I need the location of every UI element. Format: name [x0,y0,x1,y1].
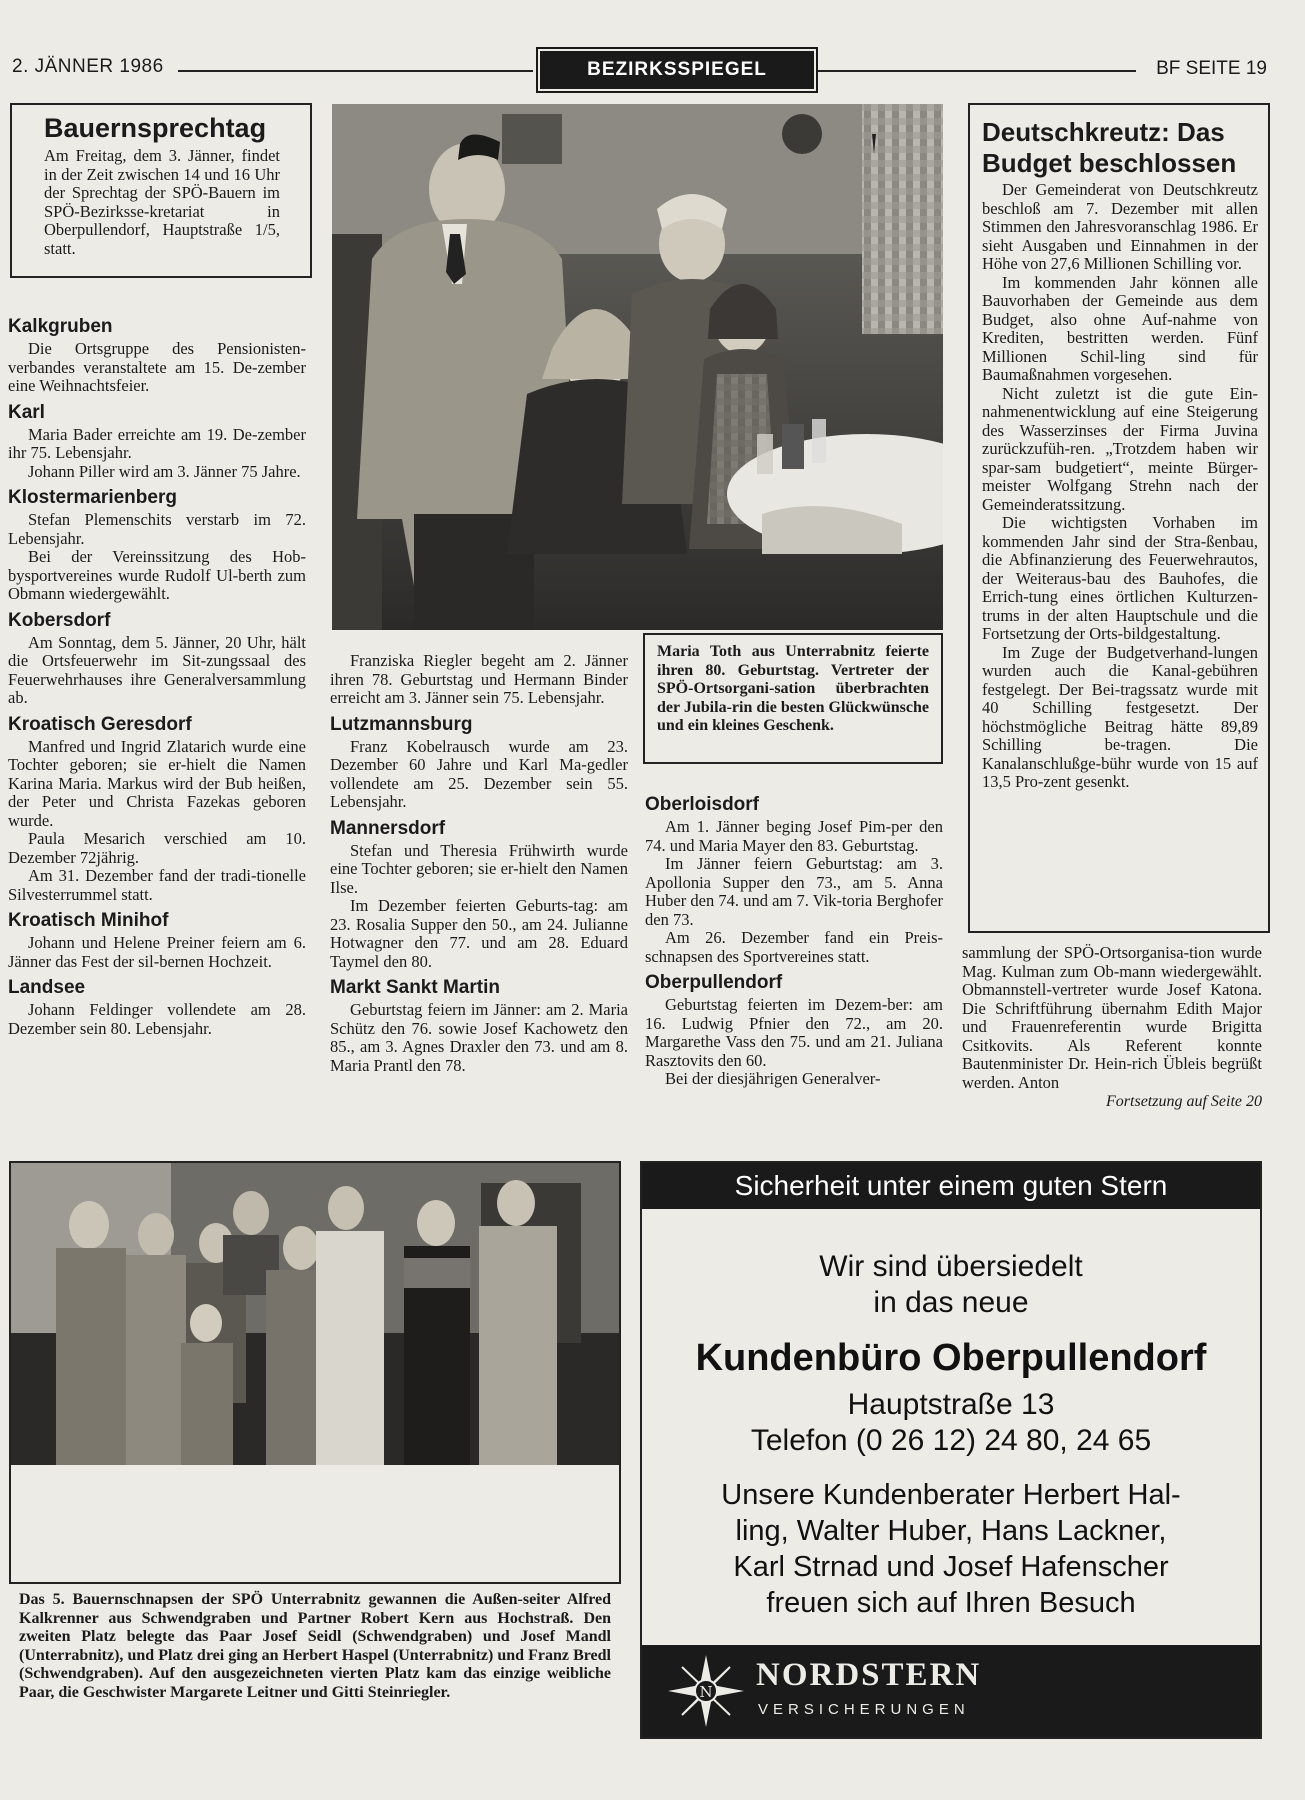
section-heading: Oberloisdorf [645,794,760,815]
section-paragraph: Manfred und Ingrid Zlatarich wurde eine Tochter geboren; sie er-hielt die Namen Karina Maria. Markus wird der Bub heißen, der Peter und Christa Fazekas geboren wurde. [8,736,306,830]
section-paragraph: Stefan Plemenschits verstarb im 72. Lebensjahr. [8,510,306,548]
section-paragraph: Am 31. Dezember fand der tradi-tionelle Silvesterrummel statt. [8,866,306,904]
section-paragraph: Am Sonntag, dem 5. Jänner, 20 Uhr, hält die Ortsfeuerwehr im Sit-zungssaal des Feuerwehrhauses ihre Generalversammlung ab. [8,632,306,707]
section-heading: Markt Sankt Martin [330,977,500,998]
section-paragraph: Im Dezember feierten Geburts-tag: am 23. Rosalia Supper den 50., am 24. Julianne Hotwagner den 77. und am 28. Eduard Taymel den 80. [330,896,628,971]
right-continuation [962,944,1262,1112]
continuation-text: sammlung der SPÖ-Ortsorganisa-tion wurde Mag. Kulman zum Ob-mann wiedergewählt. Obmannstell-vertreter wurde Josef Katona. Die Schriftführung übernahm Edith Major und Frauenreferentin wurde Brigitta Csitkovits. Als Referent konnte Bautenminister Dr. Hein-rich Übleis begrüßt werden. Anton [962,943,1262,1092]
section-heading: Mannersdorf [330,817,446,839]
section-heading: Kroatisch Geresdorf [8,713,192,735]
section-paragraph: Im Jänner feiern Geburtstag: am 3. Apollonia Supper den 73., am 5. Anna Huber den 74. und am 7. Vik-toria Berghofer den 73. [645,854,943,929]
ad-office-name: Kundenbüro Oberpullendorf [695,1337,1207,1379]
middle-column-2 [645,788,943,1089]
ad-staff-line-2: ling, Walter Huber, Hans Lackner, [735,1515,1167,1547]
middle-column [330,652,628,1075]
section-paragraph: Franziska Riegler begeht am 2. Jänner ihren 78. Geburtstag und Hermann Binder erreicht am 3. Jänner sein 75. Lebensjahr. [330,651,628,707]
ad-logo-band [642,1645,1260,1737]
section-paragraph: Johann und Helene Preiner feiern am 6. Jänner das Fest der sil-bernen Hochzeit. [8,933,306,971]
section-heading: Oberpullendorf [645,972,783,993]
section-heading: Landsee [8,977,86,998]
section-paragraph: Maria Bader erreichte am 19. De-zember ihr 75. Lebensjahr. [8,424,306,462]
page-number: BF SEITE 19 [1156,58,1267,79]
deutschkreutz-paragraph: Nicht zuletzt ist die gute Ein-nahmenentwicklung auf eine Steigerung des Wasserzinses der Firma Juvina zurückzufüh-ren. „Trotzdem haben wir spar-sam budgetiert“, meinte Bürger-meister Wolfgang Strehn nach der Gemeinderatssitzung. [982,383,1258,514]
section-heading: Karl [8,401,45,423]
continued-note: Fortsetzung auf Seite 20 [1106,1093,1262,1110]
deutschkreutz-title: Deutschkreutz: Das Budget beschlossen [982,117,1237,178]
section-paragraph: Johann Piller wird am 3. Jänner 75 Jahre. [28,461,301,481]
ad-staff-line-4: freuen sich auf Ihren Besuch [766,1587,1136,1619]
nordstern-star-icon [668,1655,744,1727]
deutschkreutz-paragraph: Die wichtigsten Vorhaben im kommenden Jahr sind der Stra-ßenbau, die Abfinanzierung des Feuerwehrautos, der Weiteraus-bau des Bauhofes, die Errich-tung eines örtlichen Kulturzen-trums in der alten Hauptschule und die Fortsetzung der Orts-bildgestaltung. [982,513,1258,643]
section-paragraph: Am 1. Jänner beging Josef Pim-per den 74. und Maria Mayer den 83. Geburtstag. [645,817,943,855]
logo-mark-letter: N [699,1683,713,1701]
photo-bauernschnapsen [9,1161,621,1584]
section-heading: Klostermarienberg [8,487,177,508]
photo-birthday-caption: Maria Toth aus Unterrabnitz feierte ihren 80. Geburtstag. Vertreter der SPÖ-Ortsorgani-sation überbrachten der Jubila-rin die besten Glückwünsche und ein kleines Geschenk. [643,633,943,764]
ad-moved-line: Wir sind übersiedelt [819,1250,1083,1283]
section-paragraph: Bei der diesjährigen Generalver- [665,1069,881,1088]
ad-staff-line-1: Unsere Kundenberater Herbert Hal- [721,1479,1181,1511]
section-paragraph: Die Ortsgruppe des Pensionisten-verbandes veranstaltete am 15. De-zember eine Weihnachtsfeier. [8,339,306,395]
bauernsprechtag-text: Am Freitag, dem 3. Jänner, findet in der Zeit zwischen 14 und 16 Uhr der Sprechtag der SPÖ-Bauern im SPÖ-Bezirksse-kretariat in Oberpullendorf, Hauptstraße 1/5, statt. [44,146,280,258]
photo-birthday-image [332,104,943,630]
deutschkreutz-body [982,181,1258,792]
ad-staff-line-3: Karl Strnad und Josef Hafenscher [733,1551,1169,1583]
section-paragraph: Geburtstag feierten im Dezem-ber: am 16. Ludwig Pfnier den 72., am 20. Margarethe Vass den 75. und am 21. Juliana Rasztovits den 60. [645,995,943,1070]
ad-phone: Telefon (0 26 12) 24 80, 24 65 [750,1424,1152,1457]
photo-bauernschnapsen-caption: Das 5. Bauernschnapsen der SPÖ Unterrabnitz gewannen die Außen-seiter Alfred Kalkrenner aus Schwendgraben und Partner Robert Kern aus Hochstraß. Den zweiten Platz belegte das Paar Josef Seidl (Schwendgraben) und Josef Mandl (Unterrabnitz), und Platz drei ging an Herbert Haspel (Unterrabnitz) und Franz Bredl (Schwendgraben). Auf den ausgezeichneten vierten Platz kam das einzige weibliche Paar, die Geschwister Margarete Leitner und Gitti Steinriegler. [19,1591,611,1701]
section-paragraph: Bei der Vereinssitzung des Hob-bysportvereines wurde Rudolf Ul-berth zum Obmann wiedergewählt. [8,547,306,603]
section-paragraph: Am 26. Dezember fand ein Preis-schnapsen des Sportvereines statt. [645,928,943,966]
photo-birthday [332,104,943,630]
deutschkreutz-box [968,103,1270,933]
section-title: BEZIRKSSPIEGEL [540,51,814,89]
section-paragraph: Stefan und Theresia Frühwirth wurde eine Tochter geboren; sie er-hielt den Namen Ilse. [330,840,628,897]
bauernsprechtag-title: Bauernsprechtag [44,113,267,143]
nordstern-ad [640,1161,1262,1739]
section-paragraph: Johann Feldinger vollendete am 28. Dezember sein 80. Lebensjahr. [8,1000,306,1038]
deutschkreutz-paragraph: Im Zuge der Budgetverhand-lungen wurden auch die Kanal-gebühren festgelegt. Der Bei-tragssatz wurde mit 40 Schilling festgesetzt. Der höchstmögliche Beitrag hätte 89,89 Schilling be-tragen. Die Kanalanschlußge-bühr wurde von 15 auf 13,5 Pro-zent gesenkt. [982,642,1258,791]
ad-street: Hauptstraße 13 [847,1388,1055,1421]
section-paragraph: Geburtstag feiern im Jänner: am 2. Maria Schütz den 76. sowie Josef Kachowetz den 85., am 3. Agnes Draxler den 73. und am 8. Maria Prantl den 78. [330,1000,628,1075]
ad-into-line: in das neue [873,1286,1029,1319]
ad-logo-name: NORDSTERN [756,1657,982,1693]
left-column [8,310,306,1038]
issue-date: 2. JÄNNER 1986 [12,56,164,77]
section-paragraph: Franz Kobelrausch wurde am 23. Dezember 60 Jahre und Karl Ma-gedler vollendete am 25. Dezember sein 55. Lebensjahr. [330,736,628,811]
deutschkreutz-paragraph: Im kommenden Jahr können alle Bauvorhaben der Gemeinde aus dem Budget, also ohne Auf-nahme von Krediten, bestritten werden. Fünf Millionen Schil-ling sind für Baumaßnahmen vorgesehen. [982,272,1258,384]
section-heading: Kobersdorf [8,609,111,631]
section-heading: Kroatisch Minihof [8,910,169,931]
section-heading: Kalkgruben [8,316,113,337]
header-rule-left [178,70,533,72]
ad-logo-sub: VERSICHERUNGEN [758,1701,970,1718]
header-rule-right [818,70,1136,72]
section-heading: Lutzmannsburg [330,713,473,735]
section-paragraph: Paula Mesarich verschied am 10. Dezember 72jährig. [8,829,306,867]
deutschkreutz-paragraph: Der Gemeinderat von Deutschkreutz beschloß am 7. Dezember mit allen Stimmen den Jahresvoranschlag 1986. Er sieht Ausgaben und Einnahmen in der Höhe von 27,6 Millionen Schilling vor. [982,180,1258,273]
ad-slogan-band: Sicherheit unter einem guten Stern [642,1163,1260,1209]
bauernsprechtag-box [10,103,312,278]
